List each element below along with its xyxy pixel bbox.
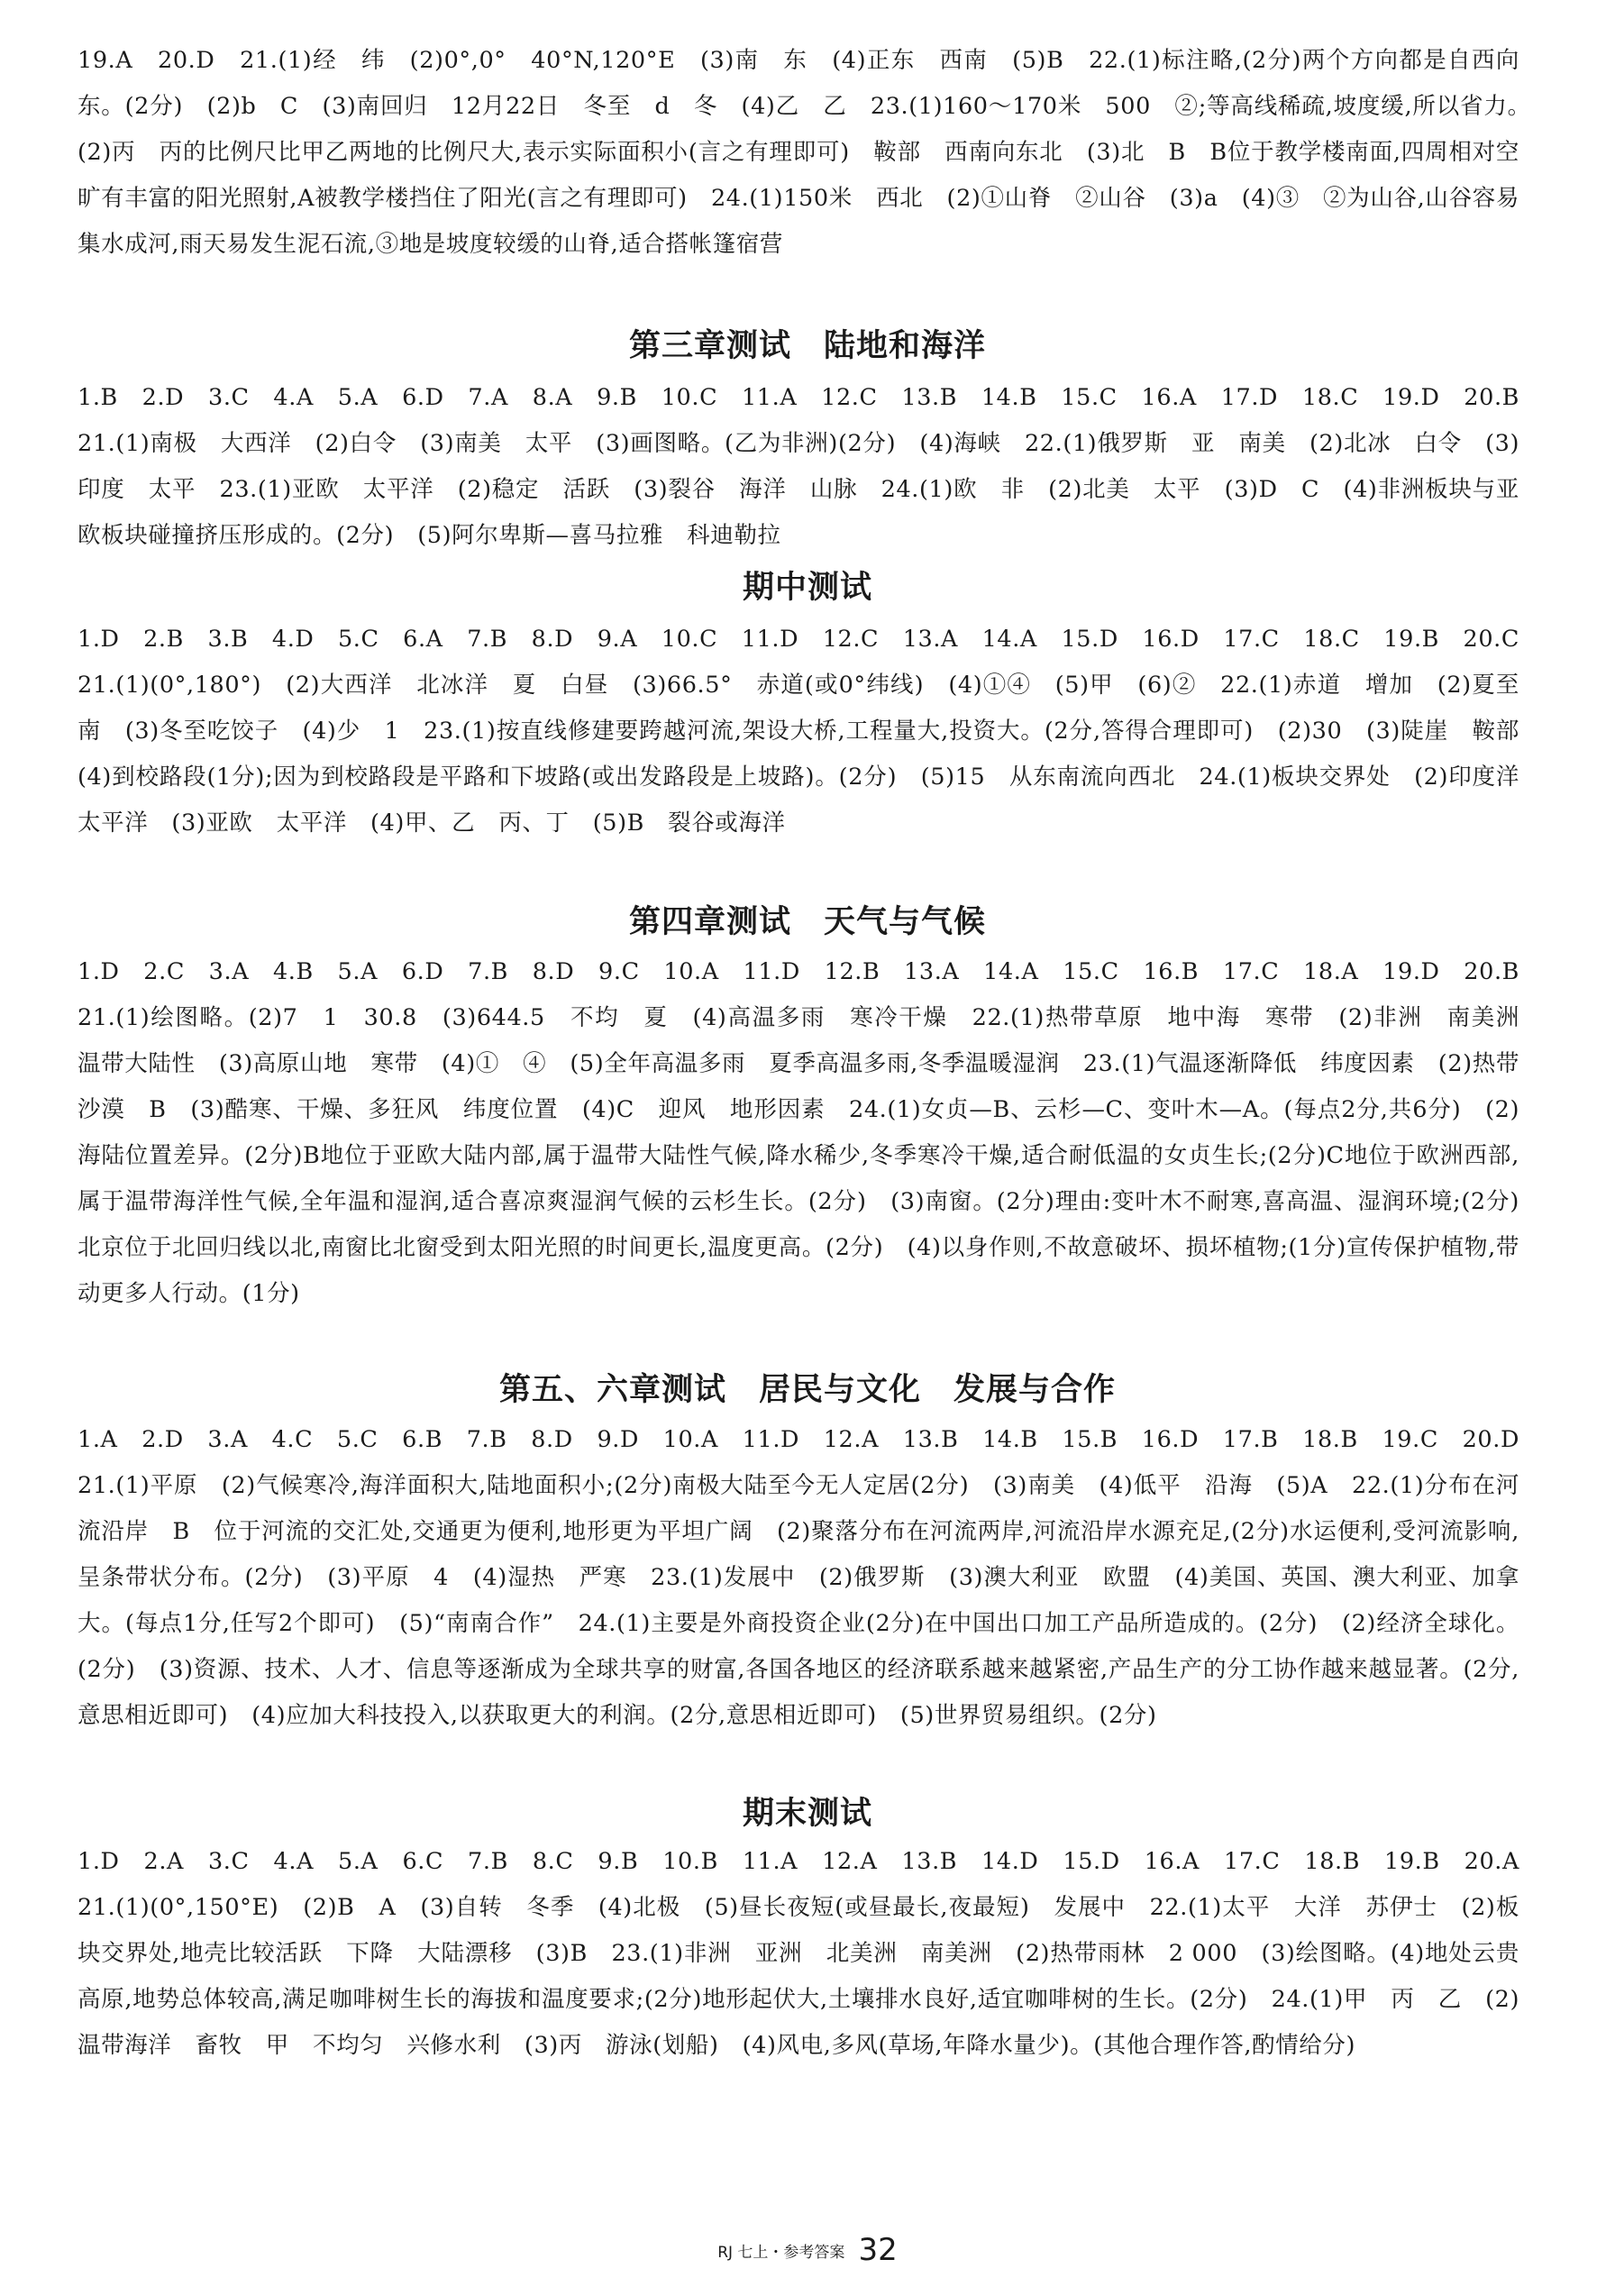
answers-text: 1.A 2.D 3.A 4.C 5.C 6.B 7.B 8.D 9.D 10.A 11.D 12.A 13.B 14.B 15.B 16.D 17.B 18.B 19.C 20.D 21.(1)平原 (2)气候寒冷,海洋面积大,陆地面积小;(2分)南极大陆至今无人定居(2分) (3)南美 (4)低平 沿海 (5)A 22.(1)分布在河流沿岸 B 位于河流的交汇处,交通更为便利,地形更为平坦广阔 (2)聚落分布在河流两岸,河流沿岸水源充足,(2分)水运便利,受河流影响,呈条带状分布。(2分) (3)平原 4 (4)湿热 严寒 23.(1)发展中 (2)俄罗斯 (3)澳大利亚 欧盟 (4)美国、英国、澳大利亚、加拿大。(每点1分,任写2个即可) (5)“南南合作” 24.(1)主要是外商投资企业(2分)在中国出口加工产品所造成的。(2分) (2)经济全球化。(2分) (3)资源、技术、人才、信息等逐渐成为全球共享的财富,各国各地区的经济联系越来越紧密,产品生产的分工协作越来越显著。(2分,意思相近即可) (4)应加大科技投入,以获取更大的利润。(2分,意思相近即可) (5)世界贸易组织。(2分)	[78, 1426, 1544, 1729]
section-midterm-answers	[78, 617, 1544, 846]
heading-final: 期末测试	[742, 1796, 872, 1832]
footer-label: RJ 七上・参考答案	[717, 2243, 845, 2262]
section-final-answers	[78, 1839, 1544, 2069]
answers-text: 19.A 20.D 21.(1)经 纬 (2)0°,0° 40°N,120°E (3)南 东 (4)正东 西南 (5)B 22.(1)标注略,(2分)两个方向都是自西向东。(2分) (2)b C (3)南回归 12月22日 冬至 d 冬 (4)乙 乙 23.(1)160～170米 500 ②;等高线稀疏,坡度缓,所以省力。 (2)丙 丙的比例尺比甲乙两地的比例尺大,表示实际面积小(言之有理即可) 鞍部 西南向东北 (3)北 B B位于教学楼南面,四周相对空旷有丰富的阳光照射,A被教学楼挡住了阳光(言之有理即可) 24.(1)150米 西北 (2)①山脊 ②山谷 (3)a (4)③ ②为山谷,山谷容易集水成河,雨天易发生泥石流,③地是坡度较缓的山脊,适合搭帐篷宿营	[78, 47, 1544, 258]
section-ch5-6-answers	[78, 1417, 1544, 1739]
section-ch4-answers	[78, 949, 1544, 1317]
answers-text: 1.B 2.D 3.C 4.A 5.A 6.D 7.A 8.A 9.B 10.C 11.A 12.C 13.B 14.B 15.C 16.A 17.D 18.C 19.D 20.B 21.(1)南极 大西洋 (2)白令 (3)南美 太平 (3)画图略。(乙为非洲)(2分) (4)海峡 22.(1)俄罗斯 亚 南美 (2)北冰 白令 (3)印度 太平 23.(1)亚欧 太平洋 (2)稳定 活跃 (3)裂谷 海洋 山脉 24.(1)欧 非 (2)北美 太平 (3)D C (4)非洲板块与亚欧板块碰撞挤压形成的。(2分) (5)阿尔卑斯—喜马拉雅 科迪勒拉	[78, 384, 1544, 549]
answers-text: 1.D 2.B 3.B 4.D 5.C 6.A 7.B 8.D 9.A 10.C 11.D 12.C 13.A 14.A 15.D 16.D 17.C 18.C 19.B 20.C 21.(1)(0°,180°) (2)大西洋 北冰洋 夏 白昼 (3)66.5° 赤道(或0°纬线) (4)①④ (5)甲 (6)② 22.(1)赤道 增加 (2)夏至 南 (3)冬至吃饺子 (4)少 1 23.(1)按直线修建要跨越河流,架设大桥,工程量大,投资大。(2分,答得合理即可) (2)30 (3)陡崖 鞍部 (4)到校路段(1分);因为到校路段是平路和下坡路(或出发路段是上坡路)。(2分) (5)15 从东南流向西北 24.(1)板块交界处 (2)印度洋 太平洋 (3)亚欧 太平洋 (4)甲、乙 丙、丁 (5)B 裂谷或海洋	[78, 626, 1544, 837]
answers-text: 1.D 2.A 3.C 4.A 5.A 6.C 7.B 8.C 9.B 10.B 11.A 12.A 13.B 14.D 15.D 16.A 17.C 18.B 19.B 20.A 21.(1)(0°,150°E) (2)B A (3)自转 冬季 (4)北极 (5)昼长夜短(或昼最长,夜最短) 发展中 22.(1)太平 大洋 苏伊士 (2)板块交界处,地壳比较活跃 下降 大陆漂移 (3)B 23.(1)非洲 亚洲 北美洲 南美洲 (2)热带雨林 2 000 (3)绘图略。(4)地处云贵高原,地势总体较高,满足咖啡树生长的海拔和温度要求;(2分)地形起伏大,土壤排水良好,适宜咖啡树的生长。(2分) 24.(1)甲 丙 乙 (2)温带海洋 畜牧 甲 不均匀 兴修水利 (3)丙 游泳(划船) (4)风电,多风(草场,年降水量少)。(其他合理作答,酌情给分)	[78, 1848, 1544, 2059]
page-number: 32	[858, 2232, 898, 2268]
section-ch3-answers	[78, 375, 1544, 559]
section-ch2-answers	[78, 38, 1544, 268]
answers-text: 1.D 2.C 3.A 4.B 5.A 6.D 7.B 8.D 9.C 10.A 11.D 12.B 13.A 14.A 15.C 16.B 17.C 18.A 19.D 20.B 21.(1)绘图略。(2)7 1 30.8 (3)644.5 不均 夏 (4)高温多雨 寒冷干燥 22.(1)热带草原 地中海 寒带 (2)非洲 南美洲 温带大陆性 (3)高原山地 寒带 (4)① ④ (5)全年高温多雨 夏季高温多雨,冬季温暖湿润 23.(1)气温逐渐降低 纬度因素 (2)热带沙漠 B (3)酷寒、干燥、多狂风 纬度位置 (4)C 迎风 地形因素 24.(1)女贞—B、云杉—C、变叶木—A。(每点2分,共6分) (2)海陆位置差异。(2分)B地位于亚欧大陆内部,属于温带大陆性气候,降水稀少,冬季寒冷干燥,适合耐低温的女贞生长;(2分)C地位于欧洲西部,属于温带海洋性气候,全年温和湿润,适合喜凉爽湿润气候的云杉生长。(2分) (3)南窗。(2分)理由:变叶木不耐寒,喜高温、湿润环境;(2分)北京位于北回归线以北,南窗比北窗受到太阳光照的时间更长,温度更高。(2分) (4)以身作则,不故意破坏、损坏植物;(1分)宣传保护植物,带动更多人行动。(1分)	[78, 958, 1544, 1307]
heading-ch4: 第四章测试 天气与气候	[628, 904, 986, 940]
heading-ch5-6: 第五、六章测试 居民与文化 发展与合作	[498, 1372, 1116, 1408]
heading-ch3: 第三章测试 陆地和海洋	[628, 328, 986, 364]
page-footer	[0, 2232, 1615, 2268]
heading-midterm: 期中测试	[742, 570, 872, 606]
